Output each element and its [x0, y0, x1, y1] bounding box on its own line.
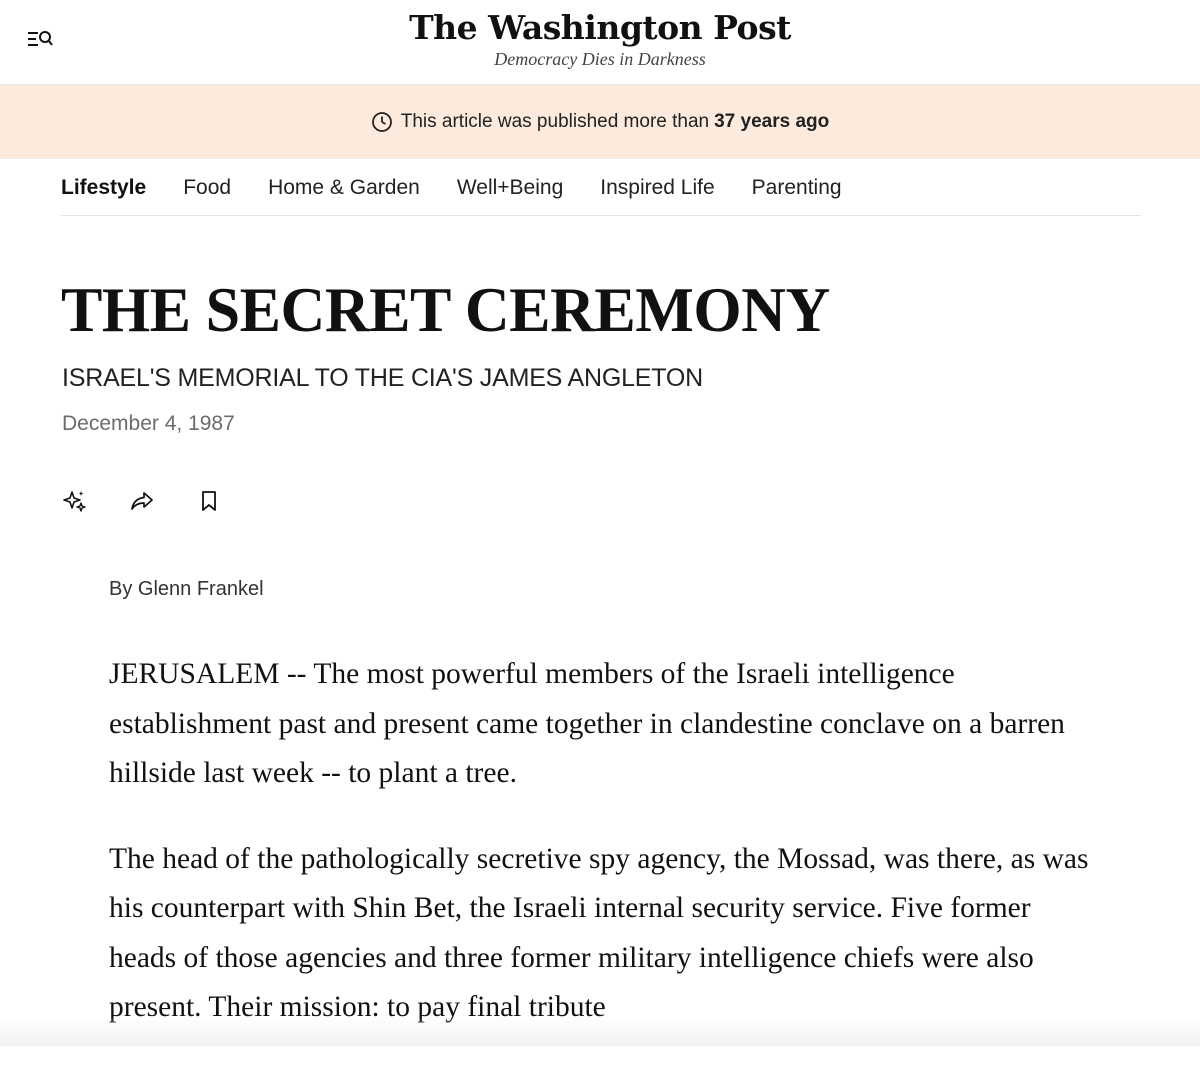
nav-item-lifestyle[interactable]: Lifestyle — [61, 176, 146, 200]
section-nav — [61, 160, 1141, 216]
bottom-fade — [0, 1016, 1200, 1046]
article-paragraph: JERUSALEM -- The most powerful members of the Israeli intelligence establishment past and present came together in clandestine conclave on a barren hillside last week -- to plant a tree. — [109, 650, 1089, 799]
nav-item-parenting[interactable]: Parenting — [752, 176, 842, 200]
article-body — [109, 650, 1089, 1069]
article-headline: THE SECRET CEREMONY — [61, 274, 830, 347]
nav-item-food[interactable]: Food — [183, 176, 231, 200]
byline[interactable]: By Glenn Frankel — [109, 578, 264, 601]
article-subheadline: ISRAEL'S MEMORIAL TO THE CIA'S JAMES ANGLETON — [62, 364, 703, 393]
nav-item-well-being[interactable]: Well+Being — [457, 176, 563, 200]
masthead[interactable] — [0, 6, 1200, 68]
share-icon[interactable] — [127, 486, 157, 516]
bookmark-icon[interactable] — [194, 486, 224, 516]
nav-item-inspired-life[interactable]: Inspired Life — [600, 176, 714, 200]
site-tagline: Democracy Dies in Darkness — [0, 50, 1200, 68]
article-age-banner — [0, 85, 1200, 159]
site-logo[interactable]: The Washington Post — [409, 6, 791, 50]
article-paragraph: The head of the pathologically secretive spy agency, the Mossad, was there, as was his counterpart with Shin Bet, the Israeli internal security service. Five former heads of those agencies and three former military intelligence chiefs were also present. Their mission: to pay final tribute — [109, 835, 1089, 1033]
banner-text: This article was published more than — [401, 111, 709, 133]
banner-age: 37 years ago — [714, 111, 829, 133]
site-header — [0, 0, 1200, 85]
sparkle-icon[interactable] — [60, 486, 90, 516]
publish-date: December 4, 1987 — [62, 412, 235, 436]
nav-item-home-garden[interactable]: Home & Garden — [268, 176, 420, 200]
clock-icon — [371, 111, 393, 133]
